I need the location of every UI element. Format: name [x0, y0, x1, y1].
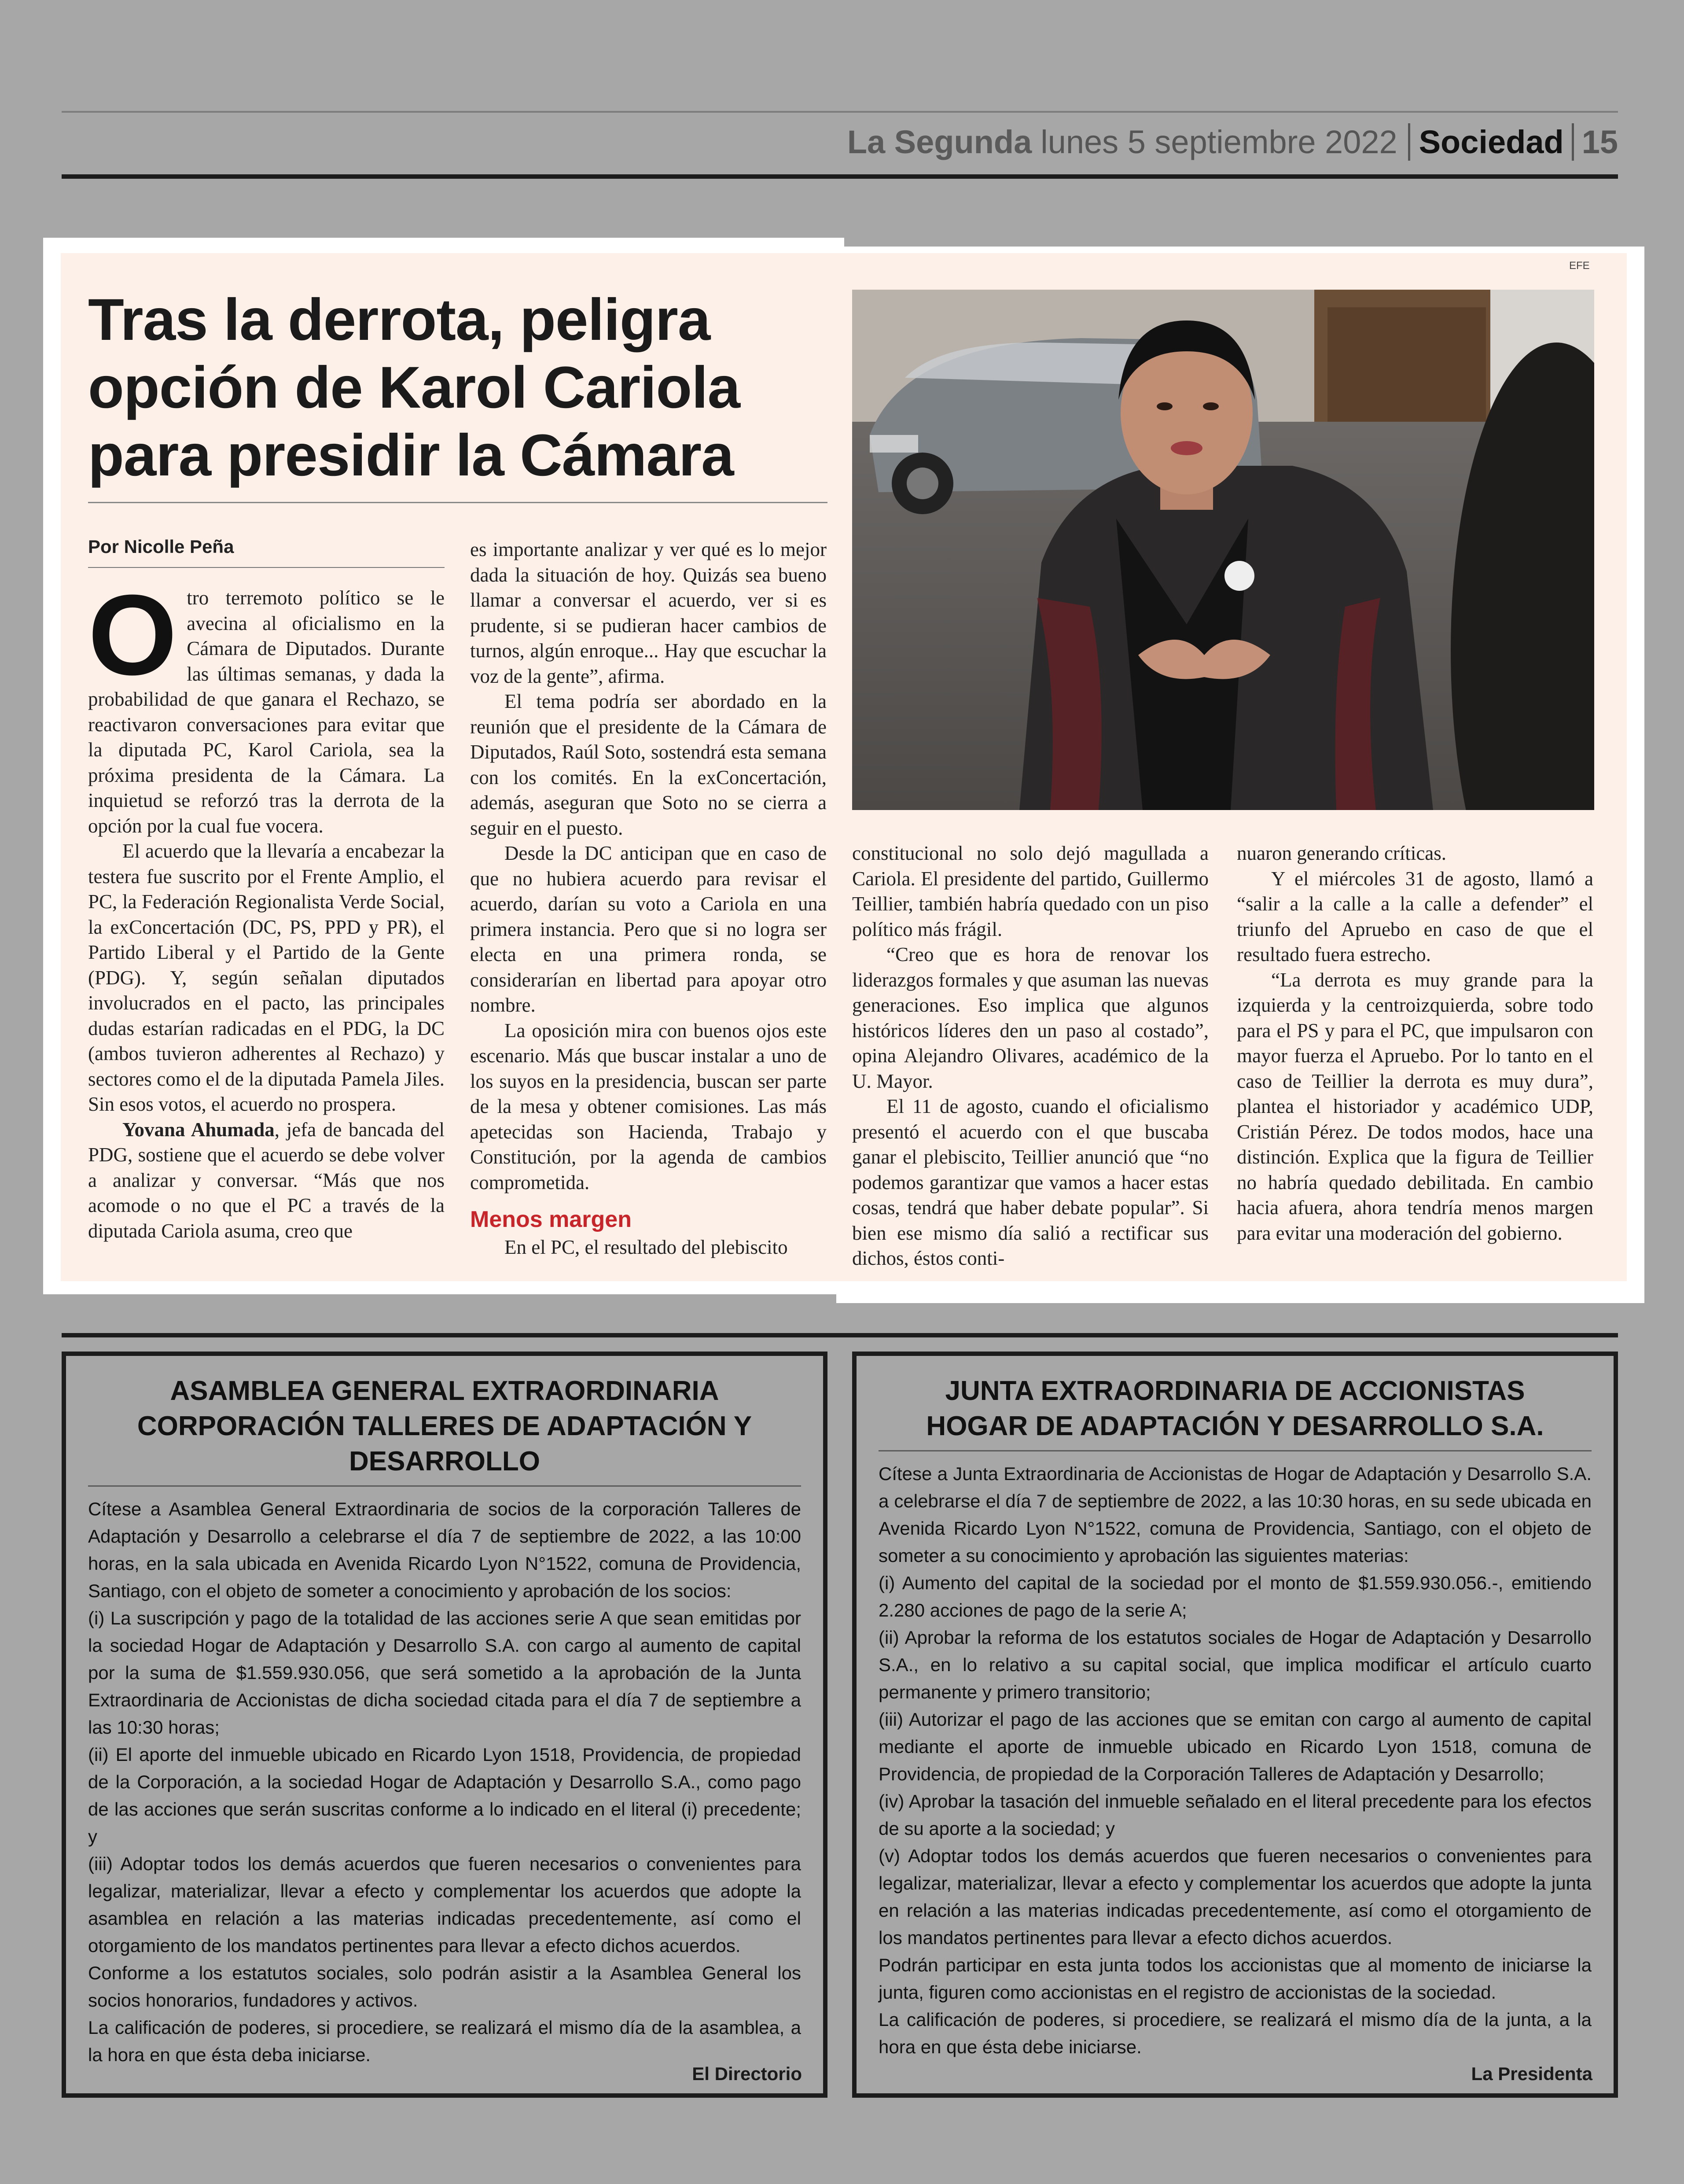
headline-rule	[88, 502, 827, 503]
notice-paragraph: (iii) Adoptar todos los demás acuerdos que fueren necesarios o convenientes para legalizar, materializar, llevar a efecto y complementar los acuerdos que adopte la asamblea en relación a las materias indicadas precedentemente, así como el otorgamiento de los mandatos pertinentes para llevar a efecto dichos acuerdos.	[88, 1853, 801, 1956]
notice-body	[88, 1495, 801, 2069]
paragraph: El tema podría ser abordado en la reunión que el presidente de la Cámara de Diputados, Raúl Soto, sostendrá esta semana con los comités. En la exConcertación, además, aseguran que Soto no se cierra a seguir en el puesto.	[470, 690, 827, 839]
paragraph: “La derrota es muy grande para la izquierda y la centroizquierda, sobre todo para el PS y para el PC, que impulsaron con mayor fuerza el Apruebo. Por lo tanto en el caso de Teillier la derrota es muy dura”, plantea el historiador y académico UDP, Cristián Pérez. De todos modos, hace una distinción. Explica que la figura de Teillier no habría quedado debilitada. En cambio hacia afuera, ahora tendría menos margen para evitar una moderación del gobierno.	[1237, 969, 1593, 1244]
paragraph	[88, 1117, 445, 1244]
notice-signature: El Directorio	[692, 2063, 802, 2084]
page-number: 15	[1581, 123, 1618, 160]
article-column-1	[88, 571, 445, 1244]
notice-paragraph: (ii) Aprobar la reforma de los estatutos sociales de Hogar de Adaptación y Desarrollo S.A., en lo relativo a su capital social, que implica modificar el artículo cuarto permanente y primero transitorio;	[879, 1627, 1592, 1702]
article-column-3	[852, 841, 1209, 1271]
notice-paragraph: Cítese a Junta Extraordinaria de Accionistas de Hogar de Adaptación y Desarrollo S.A. a celebrarse el día 7 de septiembre de 2022, a las 10:30 horas, en su sede ubicada en Avenida Ricardo Lyon N°1522, comuna de Providencia, Santiago, con el objeto de someter a su conocimiento y aprobación las siguientes materias:	[879, 1463, 1592, 1566]
paragraph: Desde la DC anticipan que en caso de que no hubiera acuerdo para revisar el acuerdo, darían su voto a Cariola en una primera instancia. Pero que si no logra ser electa en una primera ronda, se considerarían en libertad para apoyar otro nombre.	[470, 842, 827, 1016]
notice-paragraph: (i) La suscripción y pago de la totalidad de las acciones serie A que sean emitidas por la sociedad Hogar de Adaptación y Desarrollo S.A. con cargo al aumento de capital por la suma de $1.559.930.056, que será sometido a la aprobación de la Junta Extraordinaria de Accionistas de dicha sociedad citada para el día 7 de septiembre a las 10:30 horas;	[88, 1608, 801, 1738]
paragraph: El acuerdo que la llevaría a encabezar la testera fue suscrito por el Frente Amplio, el PC, la Federación Regionalista Verde Social, la exConcertación (DC, PS, PPD y PR), el Partido Liberal y el Partido de la Gente (PDG). Y, según señalan diputados involucrados en el pacto, las principales dudas estarían radicadas en el PDG, la DC (ambos tuvieron adherentes al Rechazo) y sectores como el de la diputada Pamela Jiles. Sin esos votos, el acuerdo no prospera.	[88, 840, 445, 1115]
subheading: Menos margen	[470, 1207, 632, 1232]
masthead	[847, 115, 1618, 168]
notice-asamblea	[62, 1352, 827, 2098]
notice-paragraph: La calificación de poderes, si procediere, se realizará el mismo día de la asamblea, a la hora en que ésta deba iniciarse.	[88, 2017, 801, 2065]
notice-paragraph: (iii) Autorizar el pago de las acciones que se emitan con cargo al aumento de capital mediante el aporte de inmueble ubicado en Ricardo Lyon 1518, comuna de Providencia, de propiedad de la Corporación Talleres de Adaptación y Desarrollo;	[879, 1709, 1592, 1784]
section-name: Sociedad	[1410, 123, 1574, 161]
paragraph: La oposición mira con buenos ojos este escenario. Más que buscar instalar a uno de los suyos en la presidencia, buscan ser parte de la mesa y obtener comisiones. Las más apetecidas son Hacienda, Trabajo y Constitución, por la agenda de cambios comprometida.	[470, 1019, 827, 1193]
notice-paragraph: (i) Aumento del capital de la sociedad por el monto de $1.559.930.056.-, emitiendo 2.280 acciones de pago de la serie A;	[879, 1573, 1592, 1621]
paragraph: nuaron generando críticas.	[1237, 842, 1447, 864]
notice-paragraph: (ii) El aporte del inmueble ubicado en Ricardo Lyon 1518, Providencia, de propiedad de la Corporación, a la sociedad Hogar de Adaptación y Desarrollo S.A., como pago de las acciones que serán suscritas conforme a lo indicado en el literal (i) precedente; y	[88, 1744, 801, 1847]
issue-date: lunes 5 septiembre 2022	[1041, 123, 1410, 161]
masthead-bottom-rule	[62, 174, 1618, 179]
paragraph-text: , jefa de bancada del PDG, sostiene que el acuerdo se debe volver a analizar y conversar. “Más que nos acomode o no que el PC a través de la diputada Cariola asuma, creo que	[88, 1118, 445, 1242]
notice-rule	[88, 1485, 801, 1487]
bold-name: Yovana Ahumada	[122, 1118, 275, 1141]
notice-title: ASAMBLEA GENERAL EXTRAORDINARIA CORPORACIÓN TALLERES DE ADAPTACIÓN Y DESARROLLO	[137, 1376, 752, 1477]
byline: Por Nicolle Peña	[88, 536, 234, 557]
paragraph: Y el miércoles 31 de agosto, llamó a “salir a la calle a la calle a defender” el triunfo del Apruebo en caso de que el resultado fuera estrecho.	[1237, 867, 1593, 965]
article-headline: Tras la derrota, peligra opción de Karol Cariola para presidir la Cámara	[88, 287, 740, 488]
notice-paragraph: Cítese a Asamblea General Extraordinaria de socios de la corporación Talleres de Adaptación y Desarrollo a celebrarse el día 7 de septiembre de 2022, a las 10:00 horas, en la sala ubicada en Avenida Ricardo Lyon N°1522, comuna de Providencia, Santiago, con el objeto de someter a conocimiento y aprobación de los socios:	[88, 1499, 801, 1601]
notice-rule	[879, 1450, 1592, 1451]
karol-cariola-photo	[852, 290, 1594, 810]
photo-credit: EFE	[1569, 260, 1590, 272]
notice-paragraph: (v) Adoptar todos los demás acuerdos que fueren necesarios o convenientes para legalizar, materializar, llevar a efecto y complementar los acuerdos que adopte la junta en relación a las materias indicadas precedentemente, así como el otorgamiento de los mandatos pertinentes para llevar a efecto dichos acuerdos.	[879, 1845, 1592, 1948]
notice-junta	[852, 1352, 1618, 2098]
notice-title: JUNTA EXTRAORDINARIA DE ACCIONISTAS HOGAR DE ADAPTACIÓN Y DESARROLLO S.A.	[926, 1376, 1544, 1441]
paragraph: El 11 de agosto, cuando el oficialismo presentó el acuerdo con el que buscaba ganar el plebiscito, Teillier anunció que “no podemos garantizar que vamos a hacer estas cosas, tendrá que haber debate popular”. Si bien ese mismo día salió a rectificar sus dichos, éstos conti-	[852, 1095, 1209, 1269]
byline-rule	[88, 567, 445, 568]
notice-paragraph: La calificación de poderes, si procediere, se realizará el mismo día de la junta, a la hora en que ésta debe iniciarse.	[879, 2009, 1592, 2057]
paragraph: tro terremoto político se le avecina al oficialismo en la Cámara de Diputados. Durante las últimas semanas, y dada la probabilidad de que ganara el Rechazo, se reactivaron conversaciones para evitar que la diputada PC, Karol Cariola, sea la próxima presidenta de la Cámara. La inquietud se reforzó tras la derrota de la opción por la cual fue vocera.	[88, 587, 445, 837]
paragraph: constitucional no solo dejó magullada a Cariola. El presidente del partido, Guillermo Teillier, también habría quedado con un piso político más frágil.	[852, 842, 1209, 940]
paragraph: “Creo que es hora de renovar los liderazgos formales y que asuman las nuevas generaciones. Eso implica que algunos históricos líderes den un paso al costado”, opina Alejandro Olivares, académico de la U. Mayor.	[852, 943, 1209, 1092]
article-column-4	[1237, 841, 1593, 1246]
notice-signature: La Presidenta	[1471, 2063, 1592, 2084]
article-photo	[852, 290, 1594, 810]
article-column-2	[470, 537, 827, 1260]
notice-body	[879, 1460, 1592, 2061]
notice-paragraph: Conforme a los estatutos sociales, solo podrán asistir a la Asamblea General los socios honorarios, fundadores y activos.	[88, 1963, 801, 2011]
newspaper-name: La Segunda	[847, 123, 1032, 160]
paragraph: es importante analizar y ver qué es lo mejor dada la situación de hoy. Quizás sea bueno llamar a conversar el acuerdo, ver si es prudente, si se pudieran hacer cambios de turnos, algún enroque... Hay que escuchar la voz de la gente”, afirma.	[470, 538, 827, 687]
paragraph: En el PC, el resultado del plebiscito	[504, 1236, 788, 1258]
masthead-top-rule	[62, 111, 1618, 113]
dropcap: O	[88, 571, 177, 699]
notice-paragraph: Podrán participar en esta junta todos los accionistas que al momento de iniciarse la junta, figuren como accionistas en el registro de accionistas de la sociedad.	[879, 1955, 1592, 2003]
notices-top-rule	[62, 1333, 1618, 1337]
notice-paragraph: (iv) Aprobar la tasación del inmueble señalado en el literal precedente para los efectos de su aporte a la sociedad; y	[879, 1791, 1592, 1839]
